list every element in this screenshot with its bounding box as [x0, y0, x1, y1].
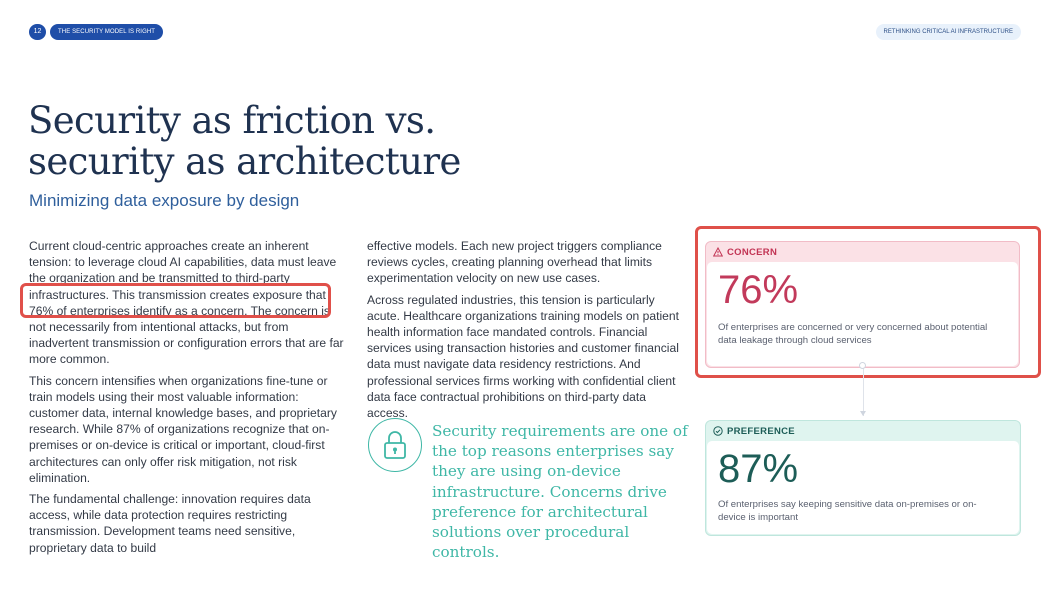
concern-label: CONCERN — [727, 247, 778, 258]
connector-line — [863, 366, 864, 416]
concern-body — [707, 262, 1018, 366]
concern-value: 76% — [718, 268, 799, 312]
page-number-badge: 12 — [29, 24, 46, 40]
title-line-1: Security as friction vs. — [28, 99, 436, 142]
report-label: RETHINKING CRITICAL AI INFRASTRUCTURE — [876, 24, 1021, 40]
lock-icon — [368, 418, 422, 472]
paragraph: effective models. Each new project triggers compliance reviews cycles, creating planning overhead that limits experimentation velocity on new use cases. — [367, 239, 662, 286]
preference-header — [713, 426, 795, 439]
concern-description: Of enterprises are concerned or very concerned about potential data leakage through cloud services — [718, 322, 988, 346]
paragraph: The fundamental challenge: innovation requires data access, while data protection requires restricting transmission. Development teams need sensitive, proprietary data to build — [29, 492, 311, 555]
preference-label: PREFERENCE — [727, 426, 795, 437]
preference-body — [707, 441, 1019, 534]
page-title — [28, 100, 461, 182]
section-label: THE SECURITY MODEL IS RIGHT — [50, 24, 163, 40]
highlight-annotation — [20, 283, 331, 318]
preference-value: 87% — [718, 447, 799, 491]
preference-card — [705, 420, 1021, 536]
warning-icon — [713, 247, 723, 260]
connector-arrow — [860, 411, 866, 416]
paragraph: Across regulated industries, this tension is particularly acute. Healthcare organizations training models on patient health information face mandated controls. Financial services using transaction histories and customer financial data must navigate data residency restrictions. And professional services firms working with confidential client data face contractual prohibitions on third-party data access. — [367, 292, 679, 421]
check-circle-icon — [713, 426, 723, 439]
title-line-2: security as architecture — [28, 140, 461, 183]
concern-header — [713, 247, 777, 260]
paragraph: This concern intensifies when organizations fine-tune or train models using their most valuable information: customer data, internal knowledge bases, and proprietary research. While 87% of organizations recognize that on-premises or on-device is critical or important, cloud-first architectures can only offer risk mitigation, not risk elimination. — [29, 373, 337, 485]
preference-description: Of enterprises say keeping sensitive data on-premises or on-device is important — [718, 499, 977, 523]
connector-dot — [859, 362, 866, 369]
concern-card — [705, 241, 1020, 368]
body-column-right — [367, 238, 687, 426]
pull-quote: Security requirements are one of the top reasons enterprises say they are using on-device infrastructure. Concerns drive preference for architectural solutions over procedural controls. — [432, 422, 688, 562]
paragraph: Current cloud-centric approaches create an inherent tension: to leverage cloud AI capabilities, data must leave the organization and be transmitted to third-party infrastructures. This transmission creates exposure that 76% of enterprises identify as a concern. The concern is not necessarily from intentional attacks, but from inadvertent transmission or configuration errors that are far more common. — [29, 239, 344, 367]
page-subtitle: Minimizing data exposure by design — [29, 191, 300, 210]
